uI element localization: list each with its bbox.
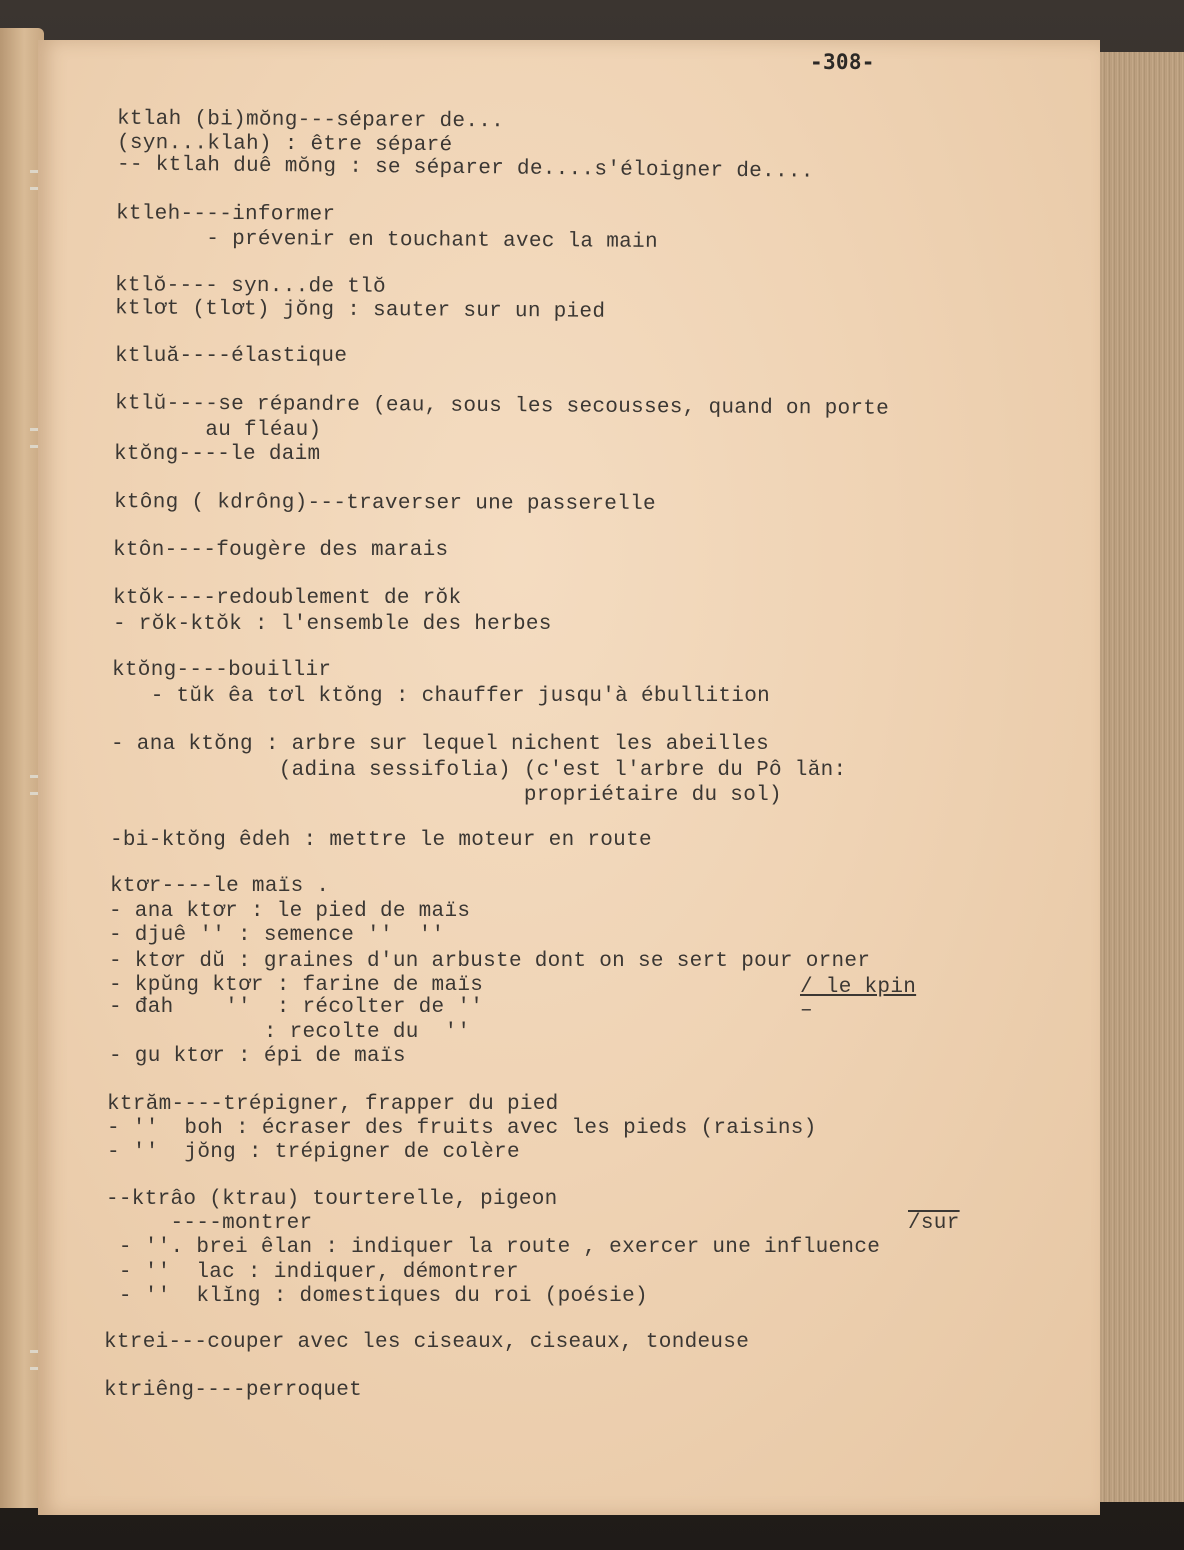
entry-line: - rŏk-ktŏk : l'ensemble des herbes — [113, 613, 552, 636]
entry-line: - djuê '' : semence '' '' — [109, 924, 445, 947]
entry-line: - ''. brei êlan : indiquer la route , exercer une influence — [106, 1236, 881, 1259]
page-number: -308- — [810, 50, 875, 74]
entry-line: : recolte du '' — [109, 1021, 471, 1044]
entry-line: ktriêng----perroquet — [104, 1379, 363, 1402]
entry-line: - prévenir en touchant avec la main — [115, 227, 658, 254]
entry-line: ktleh----informer — [115, 202, 336, 227]
entry-line: -- ktlah duê mŏng : se séparer de....s'éloigner de.... — [116, 153, 814, 184]
entry-line: ktlơt (tlơt) jŏng : sauter sur un pied — [114, 297, 606, 324]
margin-note-kpin: / le kpin — [800, 976, 917, 999]
margin-note-sur: /sur — [908, 1212, 960, 1235]
entry-line: - tŭk êa tơl ktŏng : chauffer jusqu'à ébullition — [112, 685, 771, 708]
entry-line: - '' jŏng : trépigner de colère — [107, 1141, 520, 1164]
entry-line: ktlŏ---- syn...de tlŏ — [114, 274, 387, 299]
entry-line: - gu ktơr : épi de maïs — [109, 1045, 406, 1068]
entry-line: propriétaire du sol) — [111, 784, 782, 807]
entry-line: ktlŭ----se répandre (eau, sous les secousses, quand on porte — [114, 392, 890, 421]
entry-line: - '' lac : indiquer, démontrer — [106, 1261, 519, 1284]
entry-line: --ktrâo (ktrau) tourterelle, pigeon — [106, 1188, 558, 1211]
entry-line: ktrei---couper avec les ciseaux, ciseaux, tondeuse — [104, 1331, 750, 1354]
entry-line: - ktơr dŭ : graines d'un arbuste dont on se sert pour orner — [109, 950, 871, 973]
entry-line: (adina sessifolia) (c'est l'arbre du Pô lăn: — [111, 759, 847, 782]
entry-line: ktluă----élastique — [115, 345, 348, 368]
entry-line: ktŏng----bouillir — [112, 659, 332, 682]
entry-line: ktôn----fougère des marais — [113, 539, 449, 562]
entry-line: ktŏk----redoublement de rŏk — [113, 587, 462, 610]
entry-line: - kpŭng ktơr : farine de maïs — [109, 974, 484, 997]
entry-line: ktlah (bi)mŏng---séparer de... — [116, 107, 505, 134]
entry-line: au fléau) — [115, 419, 322, 442]
entry-line: ktŏng----le daim — [114, 443, 321, 466]
entry-line: - ana ktơr : le pied de maïs — [109, 900, 471, 923]
entry-line: ----montrer — [106, 1212, 313, 1235]
entry-line: ktơr----le maïs . — [110, 875, 330, 898]
entry-line: ktông ( kdrông)---traverser une passerelle — [113, 491, 656, 516]
margin-note-dash: – — [800, 999, 813, 1022]
entry-line: - đah '' : récolter de '' — [109, 996, 484, 1019]
entry-line: - '' boh : écraser des fruits avec les pieds (raisins) — [107, 1117, 817, 1140]
entry-line: (syn...klah) : être séparé — [116, 131, 453, 158]
entry-line: ktrăm----trépigner, frapper du pied — [107, 1093, 559, 1116]
entry-line: - ana ktŏng : arbre sur lequel nichent les abeilles — [111, 733, 770, 756]
entry-line: -bi-ktŏng êdeh : mettre le moteur en route — [110, 829, 652, 852]
entry-line: - '' klĭng : domestiques du roi (poésie) — [106, 1285, 648, 1308]
